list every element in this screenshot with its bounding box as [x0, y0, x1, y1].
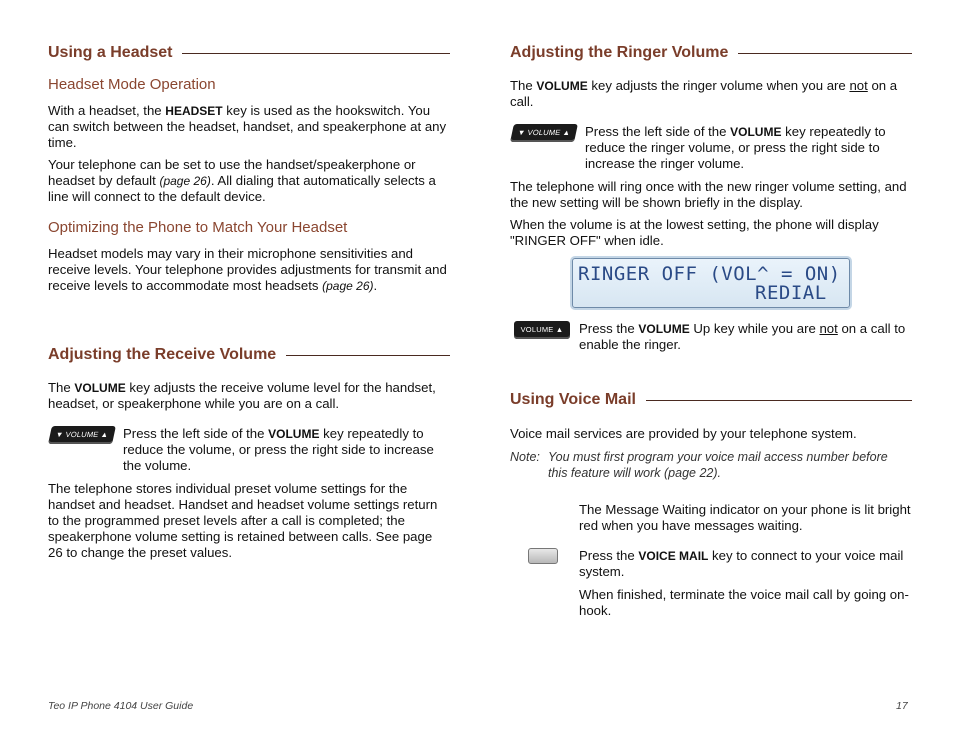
ringer-paragraph-3: When the volume is at the lowest setting, the phone will display "RINGER OFF" when idle.: [510, 217, 879, 248]
footer-guide-title: Teo IP Phone 4104 User Guide: [48, 700, 194, 712]
section-heading-voice-mail: Using Voice Mail: [510, 390, 912, 410]
ringer-enable-step: Press the VOLUME Up key while you are not on a call to enable the ringer.: [579, 321, 906, 352]
voice-mail-key-icon: [528, 548, 558, 564]
ringer-step: Press the left side of the VOLUME key repeatedly to reduce the ringer volume, or press the right side to increase the ringer volume.: [585, 124, 886, 171]
receive-paragraph-2: The telephone stores individual preset volume settings for the handset and headset. Handset and headset volume settings return to the programmed preset levels after a call is completed; the speakerphone volume setting is retained between calls. See page 26 to change the preset values.: [48, 481, 438, 560]
headset-paragraph-2: Your telephone can be set to use the handset/speakerphone or headset by default (page 26). All dialing that automatically selects a line will connect to the default device.: [48, 157, 436, 204]
section-heading-receive-volume: Adjusting the Receive Volume: [48, 345, 450, 365]
voice-mail-paragraph-1: Voice mail services are provided by your telephone system.: [510, 426, 857, 441]
phone-display: [572, 258, 850, 308]
volume-key-icon: ▼ VOLUME ▲: [510, 124, 578, 142]
volume-key-icon: ▼ VOLUME ▲: [48, 426, 116, 444]
display-line-2: REDIAL: [755, 282, 827, 304]
heading-rule: [646, 400, 912, 401]
subheading-optimizing: Optimizing the Phone to Match Your Headset: [48, 219, 348, 236]
heading-rule: [738, 53, 912, 54]
voice-mail-step: Press the VOICE MAIL key to connect to your voice mail system.: [579, 548, 904, 579]
receive-step: Press the left side of the VOLUME key repeatedly to reduce the volume, or press the right side to increase the volume.: [123, 426, 434, 473]
optimize-paragraph: Headset models may vary in their microphone sensitivities and receive levels. Your telephone provides adjustments for transmit and receive levels to accommodate most headsets (page 26).: [48, 246, 447, 293]
heading-rule: [182, 53, 450, 54]
volume-up-key-icon: VOLUME ▲: [514, 321, 570, 339]
subheading-headset-mode: Headset Mode Operation: [48, 76, 216, 93]
footer-page-number: 17: [896, 700, 908, 712]
voice-mail-paragraph-2: The Message Waiting indicator on your phone is lit bright red when you have messages waiting.: [579, 502, 911, 533]
section-heading-using-headset: Using a Headset: [48, 43, 450, 63]
voice-mail-note: Note: You must first program your voice mail access number before this feature will work (page 22).: [510, 450, 888, 480]
display-line-1: RINGER OFF (VOL^ = ON): [578, 263, 841, 285]
section-heading-ringer-volume: Adjusting the Ringer Volume: [510, 43, 912, 63]
heading-rule: [286, 355, 450, 356]
ringer-paragraph-1: The VOLUME key adjusts the ringer volume when you are not on a call.: [510, 78, 898, 109]
receive-paragraph-1: The VOLUME key adjusts the receive volume level for the handset, headset, or speakerphone while you are on a call.: [48, 380, 436, 411]
voice-mail-paragraph-4: When finished, terminate the voice mail call by going on-hook.: [579, 587, 909, 618]
ringer-paragraph-2: The telephone will ring once with the new ringer volume setting, and the new setting will be shown briefly in the display.: [510, 179, 907, 210]
headset-paragraph-1: With a headset, the HEADSET key is used as the hookswitch. You can switch between the headset, handset, and speakerphone at any time.: [48, 103, 447, 150]
